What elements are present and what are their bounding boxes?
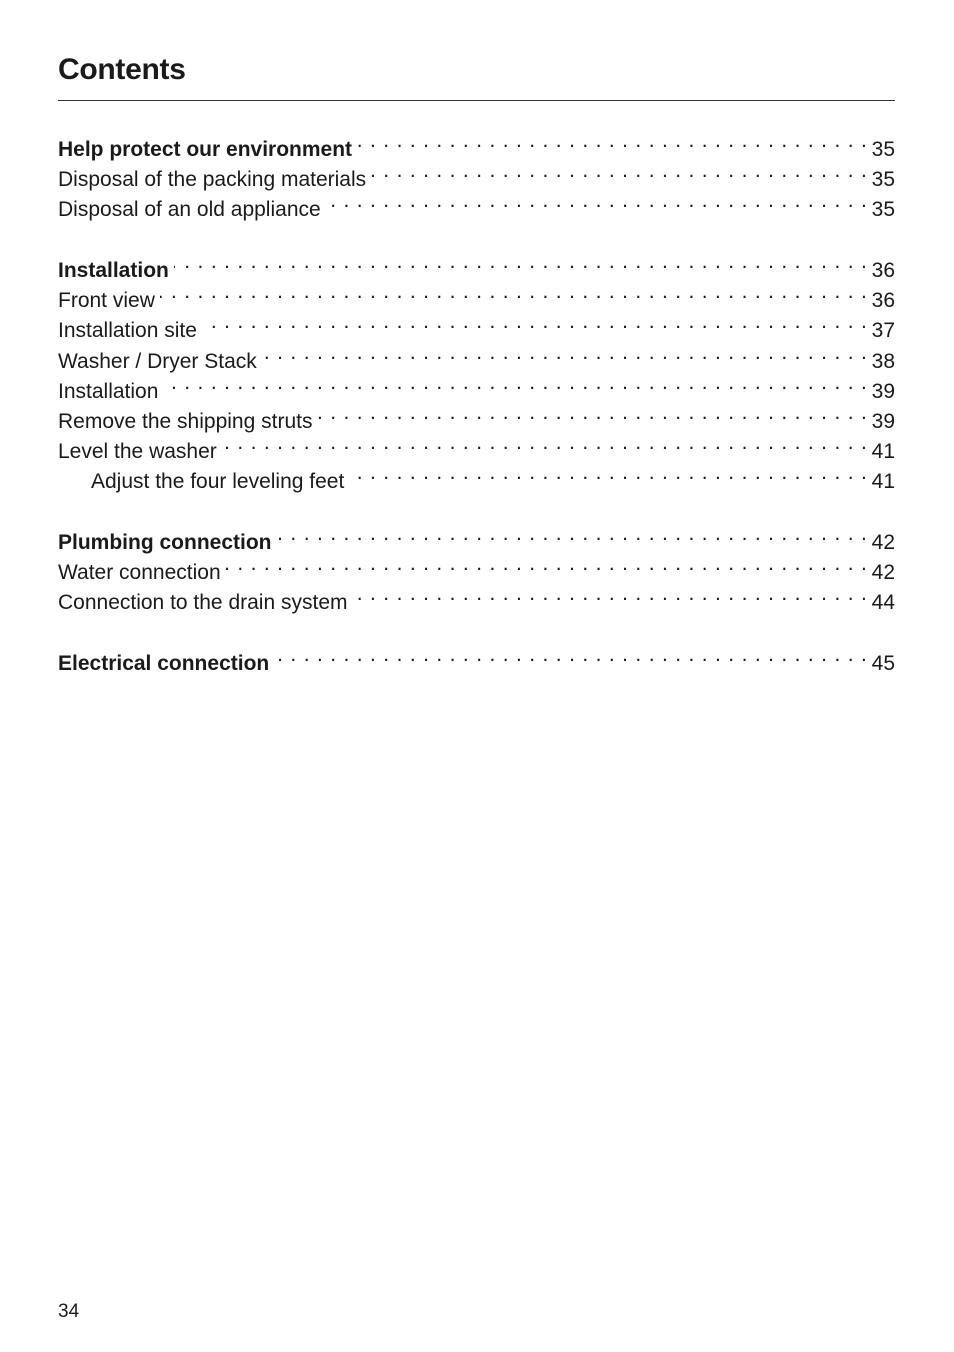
toc-entry-label: Adjust the four leveling feet bbox=[91, 470, 345, 494]
toc-entry-label: Front view bbox=[58, 289, 155, 313]
toc-entry[interactable] bbox=[58, 307, 895, 343]
toc-entry-page: 42 bbox=[871, 531, 895, 555]
toc-entry-page: 36 bbox=[871, 259, 895, 283]
dot-leader bbox=[202, 307, 868, 337]
toc-section-plumbing bbox=[58, 519, 895, 615]
toc-entry-page: 39 bbox=[871, 410, 895, 433]
toc-entry-page: 41 bbox=[871, 470, 895, 494]
dot-leader bbox=[353, 579, 868, 609]
toc-entry-label: Electrical connection bbox=[58, 652, 270, 676]
toc-entry-label: Disposal of the packing materials bbox=[58, 168, 367, 192]
toc-entry[interactable] bbox=[58, 277, 895, 313]
toc-entry-label: Water connection bbox=[58, 561, 221, 585]
toc-entry-page: 42 bbox=[871, 561, 895, 585]
toc-entry[interactable] bbox=[58, 398, 895, 433]
toc-entry-page: 38 bbox=[871, 349, 895, 373]
toc-entry-label: Help protect our environment bbox=[58, 138, 353, 161]
toc-entry-page: 35 bbox=[871, 198, 895, 222]
dot-leader bbox=[160, 277, 868, 307]
dot-leader bbox=[349, 458, 867, 488]
toc-entry-label: Installation bbox=[58, 259, 169, 283]
dot-leader bbox=[226, 549, 868, 579]
toc-entry[interactable] bbox=[58, 247, 895, 283]
toc-entry[interactable] bbox=[58, 519, 895, 555]
toc-section-environment bbox=[58, 126, 895, 222]
dot-leader bbox=[174, 247, 868, 277]
toc-entry-label: Washer / Dryer Stack bbox=[58, 349, 257, 373]
dot-leader bbox=[277, 519, 868, 549]
toc-entry-page: 36 bbox=[871, 289, 895, 313]
toc-entry-label: Disposal of an old appliance bbox=[58, 198, 321, 222]
toc-entry-page: 35 bbox=[871, 138, 895, 161]
toc-entry-page: 44 bbox=[871, 591, 895, 615]
toc-entry-page: 35 bbox=[871, 168, 895, 192]
dot-leader bbox=[357, 126, 868, 156]
dot-leader bbox=[326, 186, 868, 216]
dot-leader bbox=[317, 398, 867, 428]
toc-entry-page: 41 bbox=[871, 440, 895, 464]
toc-section-installation bbox=[58, 247, 895, 494]
dot-leader bbox=[163, 368, 867, 398]
toc-entry-label: Level the washer bbox=[58, 440, 217, 464]
dot-leader bbox=[274, 640, 867, 670]
toc-entry-page: 39 bbox=[871, 379, 895, 403]
toc-entry-page: 37 bbox=[871, 319, 895, 343]
toc-section-electrical bbox=[58, 640, 895, 676]
toc-entry-page: 45 bbox=[871, 652, 895, 676]
title-divider bbox=[58, 100, 895, 101]
dot-leader bbox=[262, 338, 868, 368]
page-title: Contents bbox=[58, 53, 186, 86]
dot-leader bbox=[222, 428, 868, 458]
page-number: 34 bbox=[58, 1301, 80, 1322]
toc-entry-label: Remove the shipping struts bbox=[58, 410, 313, 433]
toc-entry-label: Connection to the drain system bbox=[58, 591, 348, 615]
table-of-contents bbox=[58, 126, 895, 701]
toc-entry[interactable] bbox=[58, 368, 895, 403]
toc-entry-label: Plumbing connection bbox=[58, 531, 272, 555]
toc-entry-label: Installation bbox=[58, 379, 159, 403]
dot-leader bbox=[371, 156, 867, 186]
toc-entry[interactable] bbox=[58, 640, 895, 676]
toc-entry-label: Installation site bbox=[58, 319, 197, 343]
toc-entry[interactable] bbox=[58, 126, 895, 161]
